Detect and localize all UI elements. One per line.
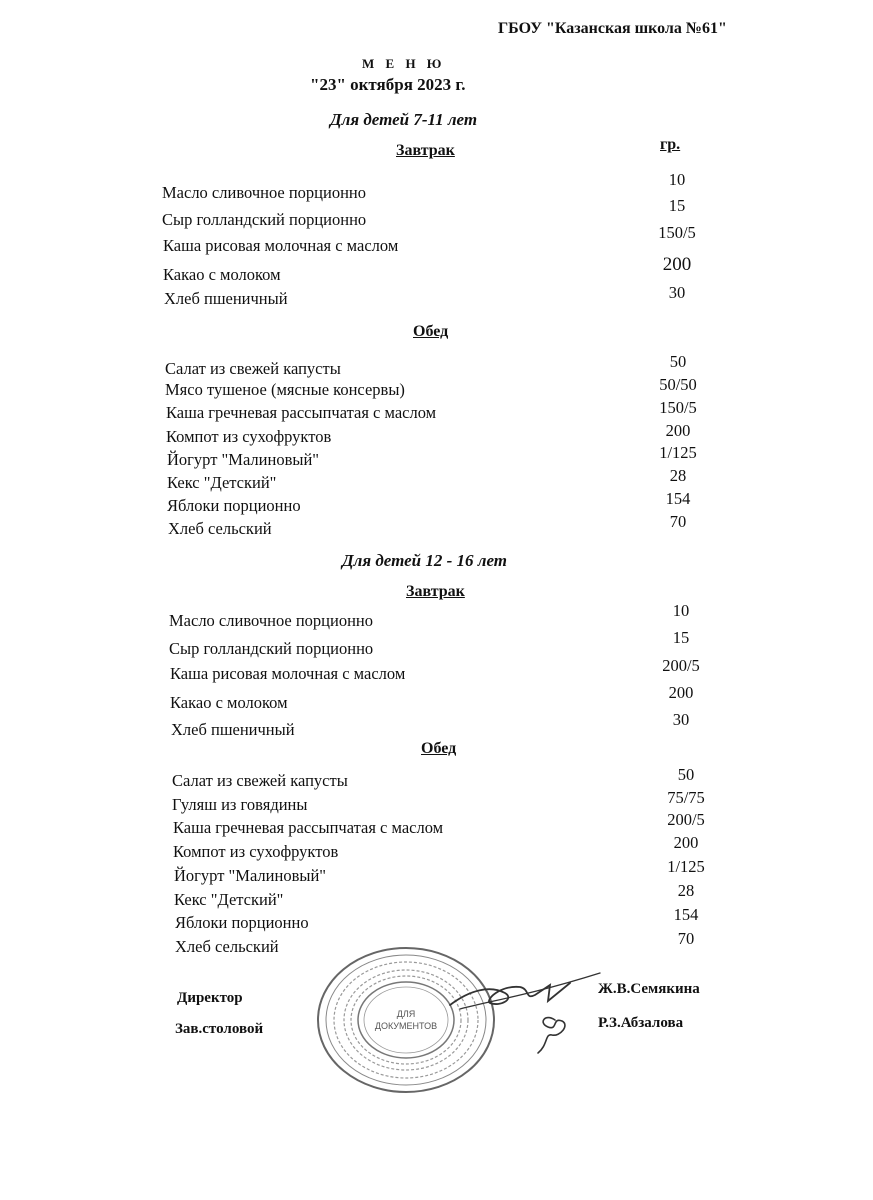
menu-item-name: Компот из сухофруктов — [173, 842, 339, 861]
menu-item-name: Каша гречневая рассыпчатая с маслом — [166, 403, 437, 422]
menu-item-qty: 10 — [672, 601, 690, 620]
handwritten-signature — [430, 965, 610, 1060]
section-title-breakfast: Завтрак — [396, 142, 455, 159]
unit-header: гр. — [660, 136, 681, 153]
menu-item-name: Салат из свежей капусты — [165, 359, 341, 378]
menu-item-name: Каша гречневая рассыпчатая с маслом — [173, 818, 444, 837]
menu-item-qty: 75/75 — [667, 788, 705, 807]
menu-item-qty: 150/5 — [659, 398, 697, 417]
menu-title: М Е Н Ю — [362, 56, 446, 71]
menu-item-qty: 200/5 — [662, 656, 700, 675]
menu-item-qty: 1/125 — [659, 443, 697, 462]
menu-item-name: Яблоки порционно — [167, 496, 301, 515]
menu-item-qty: 28 — [669, 466, 687, 485]
director-name: Ж.В.Семякина — [598, 981, 700, 997]
menu-item-qty: 10 — [668, 170, 686, 189]
menu-item-qty: 50 — [669, 352, 687, 371]
menu-item-name: Сыр голландский порционно — [169, 639, 374, 658]
menu-item-qty: 200 — [662, 254, 692, 275]
menu-item-qty: 200 — [668, 683, 694, 702]
section-title-lunch: Обед — [421, 740, 457, 757]
school-name: ГБОУ "Казанская школа №61" — [498, 20, 727, 37]
menu-item-name: Сыр голландский порционно — [162, 210, 367, 229]
menu-item-name: Хлеб пшеничный — [171, 720, 295, 739]
menu-item-qty: 50/50 — [659, 375, 697, 394]
menu-item-name: Масло сливочное порционно — [162, 183, 366, 202]
age-group-heading: Для детей 7-11 лет — [330, 110, 478, 129]
menu-item-name: Кекс "Детский" — [167, 473, 277, 492]
menu-item-qty: 154 — [673, 905, 699, 924]
menu-item-name: Какао с молоком — [170, 693, 288, 712]
menu-item-qty: 50 — [677, 765, 695, 784]
menu-item-qty: 200/5 — [667, 810, 705, 829]
menu-item-qty: 28 — [677, 881, 695, 900]
menu-item-name: Йогурт "Малиновый" — [174, 866, 327, 885]
menu-item-name: Яблоки порционно — [175, 913, 309, 932]
menu-item-qty: 154 — [665, 489, 691, 508]
menu-item-qty: 15 — [668, 196, 686, 215]
menu-item-name: Каша рисовая молочная с маслом — [170, 664, 406, 683]
menu-item-name: Хлеб пшеничный — [164, 289, 288, 308]
menu-item-name: Какао с молоком — [163, 265, 281, 284]
menu-item-name: Масло сливочное порционно — [169, 611, 373, 630]
menu-item-name: Йогурт "Малиновый" — [167, 450, 320, 469]
menu-item-qty: 30 — [668, 283, 686, 302]
seal-text: ДЛЯ — [396, 1009, 416, 1019]
menu-item-name: Кекс "Детский" — [174, 890, 284, 909]
menu-item-qty: 200 — [673, 833, 699, 852]
menu-item-qty: 70 — [677, 929, 695, 948]
director-label: Директор — [177, 990, 243, 1006]
menu-item-name: Салат из свежей капусты — [172, 771, 348, 790]
menu-item-qty: 200 — [665, 421, 691, 440]
age-group-heading: Для детей 12 - 16 лет — [342, 551, 508, 570]
menu-item-name: Каша рисовая молочная с маслом — [163, 236, 399, 255]
menu-item-qty: 1/125 — [667, 857, 705, 876]
section-title-breakfast: Завтрак — [406, 583, 465, 600]
menu-item-name: Хлеб сельский — [168, 519, 272, 538]
canteen-manager-name: Р.З.Абзалова — [598, 1015, 684, 1031]
seal-text: ДОКУМЕНТОВ — [374, 1021, 438, 1031]
menu-item-name: Гуляш из говядины — [172, 795, 308, 814]
canteen-manager-label: Зав.столовой — [175, 1021, 264, 1037]
menu-item-name: Компот из сухофруктов — [166, 427, 332, 446]
menu-item-qty: 150/5 — [658, 223, 696, 242]
menu-item-name: Мясо тушеное (мясные консервы) — [165, 380, 405, 399]
menu-item-qty: 30 — [672, 710, 690, 729]
menu-date: "23" октября 2023 г. — [310, 75, 466, 94]
menu-item-qty: 15 — [672, 628, 690, 647]
section-title-lunch: Обед — [413, 323, 449, 340]
menu-item-qty: 70 — [669, 512, 687, 531]
menu-item-name: Хлеб сельский — [175, 937, 279, 956]
